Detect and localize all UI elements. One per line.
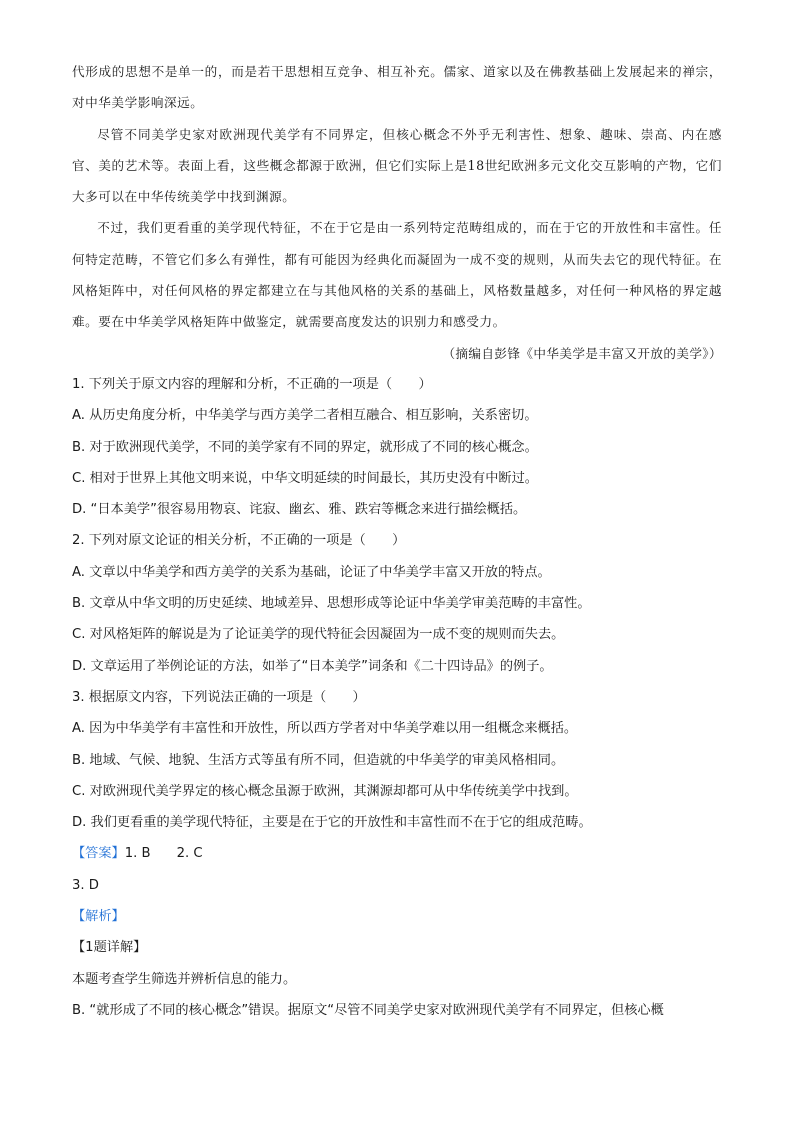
question-2-stem: 2. 下列对原文论证的相关分析，不正确的一项是（ ）: [72, 533, 406, 549]
passage-paragraph-2: 尽管不同美学史家对欧洲现代美学有不同界定，但核心概念不外乎无利害性、想象、趣味、崇高、内在感官、美的艺术等。表面上看，这些概念都源于欧洲，但它们实际上是18世纪欧洲多元文化交互影响的产物，它们大多可以在中华传统美学中找到渊源。: [72, 126, 722, 205]
question-3-option-b: B. 地域、气候、地貌、生活方式等虽有所不同，但造就的中华美学的审美风格相同。: [72, 752, 565, 768]
explanation-section-title: 【1题详解】: [72, 940, 147, 956]
answer-line: [72, 838, 722, 869]
question-1-option-d: D. “日本美学”很容易用物哀、诧寂、幽玄、雅、跌宕等概念来进行描绘概括。: [72, 502, 527, 518]
answer-2: 2. C: [176, 846, 203, 862]
question-3-stem: 3. 根据原文内容，下列说法正确的一项是（ ）: [72, 689, 366, 705]
question-2-option-b: B. 文章从中华文明的历史延续、地域差异、思想形成等论证中华美学审美范畴的丰富性。: [72, 596, 591, 612]
document-page: [72, 56, 722, 1026]
reading-passage: [72, 56, 722, 369]
question-3-option-a: A. 因为中华美学有丰富性和开放性，所以西方学者对中华美学难以用一组概念来概括。: [72, 721, 578, 737]
question-1-option-b: B. 对于欧洲现代美学，不同的美学家有不同的界定，就形成了不同的核心概念。: [72, 439, 538, 455]
question-1-option-a: A. 从历史角度分析，中华美学与西方美学二者相互融合、相互影响，关系密切。: [72, 408, 538, 424]
question-2-option-d: D. 文章运用了举例论证的方法，如举了“日本美学”词条和《二十四诗品》的例子。: [72, 658, 553, 674]
questions-section: [72, 369, 722, 1026]
explanation-label-line: [72, 901, 722, 932]
answer-label: 【答案】: [72, 846, 125, 862]
explanation-label: 【解析】: [72, 909, 125, 925]
answer-1: 1. B: [124, 846, 151, 862]
question-2-option-c: C. 对风格矩阵的解说是为了论证美学的现代特征会因凝固为一成不变的规则而失去。: [72, 627, 565, 643]
explanation-line-2: B. “就形成了不同的核心概念”错误。据原文“尽管不同美学史家对欧洲现代美学有不同界定，但核心概: [72, 1002, 664, 1018]
question-3-option-d: D. 我们更看重的美学现代特征，主要是在于它的开放性和丰富性而不在于它的组成范畴。: [72, 815, 592, 831]
question-1-stem: 1. 下列关于原文内容的理解和分析，不正确的一项是（ ）: [72, 376, 432, 392]
answer-3: 3. D: [72, 877, 99, 893]
question-2-option-a: A. 文章以中华美学和西方美学的关系为基础，论证了中华美学丰富又开放的特点。: [72, 564, 551, 580]
passage-paragraph-1: 代形成的思想不是单一的，而是若干思想相互竞争、相互补充。儒家、道家以及在佛教基础上发展起来的禅宗，对中华美学影响深远。: [72, 64, 722, 111]
passage-paragraph-3: 不过，我们更看重的美学现代特征，不在于它是由一系列特定范畴组成的，而在于它的开放性和丰富性。任何特定范畴，不管它们多么有弹性，都有可能因为经典化而凝固为一成不变的规则，从而失去它的现代特征。在风格矩阵中，对任何风格的界定都建立在与其他风格的关系的基础上，风格数量越多，对任何一种风格的界定越难。要在中华美学风格矩阵中做鉴定，就需要高度发达的识别力和感受力。: [72, 220, 722, 330]
question-3-option-c: C. 对欧洲现代美学界定的核心概念虽源于欧洲，其渊源却都可从中华传统美学中找到。: [72, 783, 578, 799]
passage-source: （摘编自彭锋《中华美学是丰富又开放的美学》）: [442, 345, 722, 361]
question-1-option-c: C. 相对于世界上其他文明来说，中华文明延续的时间最长，其历史没有中断过。: [72, 470, 538, 486]
explanation-line-1: 本题考查学生筛选并辨析信息的能力。: [72, 971, 297, 987]
